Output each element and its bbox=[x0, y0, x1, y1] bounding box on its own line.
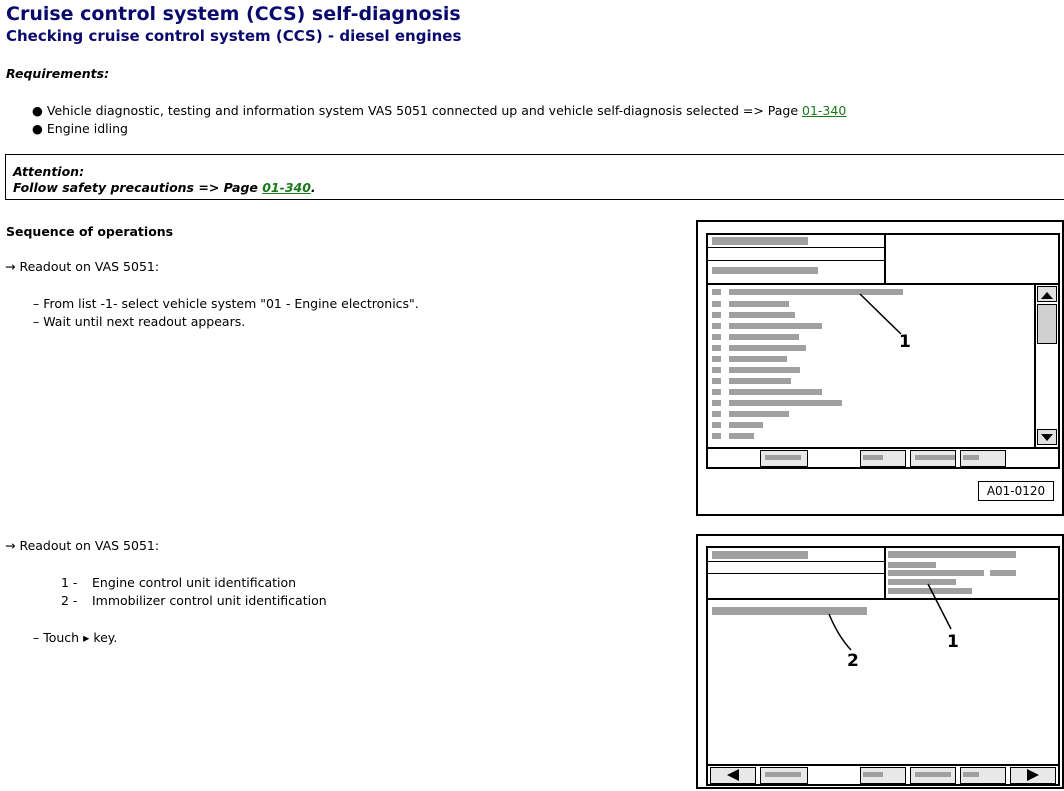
attention-label: Follow safety precautions => Page bbox=[13, 180, 263, 195]
requirement-text: Engine idling bbox=[46, 121, 128, 136]
instruction-item: – Wait until next readout appears. bbox=[33, 314, 246, 329]
list-item-text: Immobilizer control unit identification bbox=[92, 593, 327, 608]
sequence-heading: Sequence of operations bbox=[6, 224, 174, 239]
callout-number: 2 bbox=[847, 651, 859, 671]
callout-line bbox=[698, 222, 1064, 518]
requirement-item bbox=[32, 121, 128, 136]
page-title: Cruise control system (CCS) self-diagnosis bbox=[6, 3, 461, 25]
readout-line: → Readout on VAS 5051: bbox=[5, 538, 160, 553]
list-item-number: 2 - bbox=[61, 593, 78, 608]
page-link-01-340[interactable]: 01-340 bbox=[802, 103, 847, 118]
instruction-item: – Touch ▸ key. bbox=[33, 630, 118, 645]
bullet-icon: ● bbox=[32, 121, 43, 136]
callout-line bbox=[698, 536, 1064, 791]
figure-label: A01-0120 bbox=[978, 481, 1054, 501]
attention-box bbox=[5, 154, 1064, 200]
requirements-heading: Requirements: bbox=[6, 66, 110, 81]
page-link-01-340[interactable]: 01-340 bbox=[262, 180, 311, 195]
list-item-text: Engine control unit identification bbox=[92, 575, 297, 590]
requirement-item bbox=[32, 103, 846, 118]
figure-vas5051-screen-1 bbox=[696, 220, 1064, 516]
attention-heading: Attention: bbox=[13, 164, 85, 179]
list-item-number: 1 - bbox=[61, 575, 78, 590]
attention-text bbox=[13, 180, 316, 195]
instruction-item: – From list -1- select vehicle system "01 - Engine electronics". bbox=[33, 296, 419, 311]
readout-line: → Readout on VAS 5051: bbox=[5, 259, 160, 274]
figure-vas5051-screen-2 bbox=[696, 534, 1064, 789]
page-subtitle: Checking cruise control system (CCS) - diesel engines bbox=[6, 27, 462, 45]
bullet-icon: ● bbox=[32, 103, 43, 118]
callout-number: 1 bbox=[947, 632, 959, 652]
callout-number: 1 bbox=[899, 332, 911, 352]
attention-suffix: . bbox=[310, 180, 316, 195]
requirement-text: Vehicle diagnostic, testing and information system VAS 5051 connected up and vehicle self-diagnosis selected => Page bbox=[46, 103, 803, 118]
